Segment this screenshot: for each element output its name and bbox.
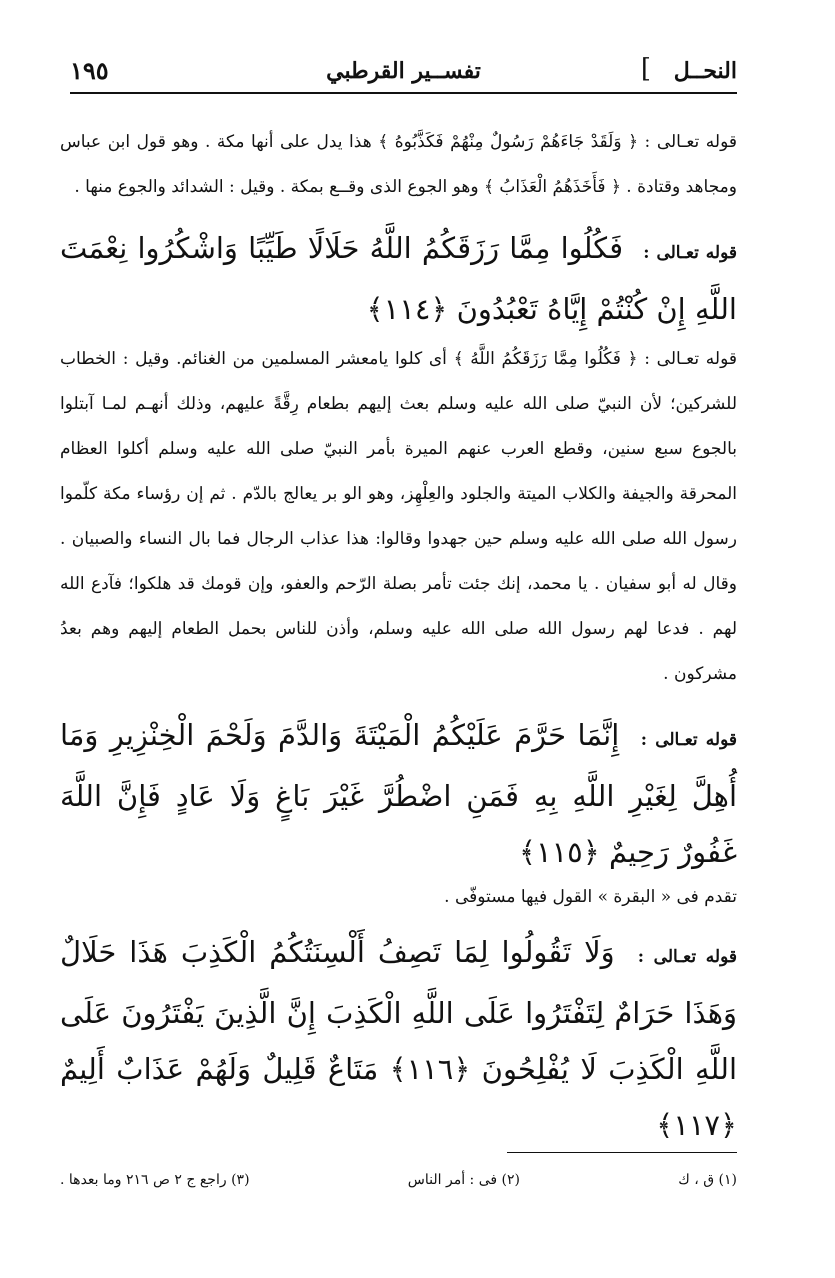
commentary-note: تقدم فى « البقرة » القول فيها مستوفّى . [444,887,737,907]
footnote-divider [507,1152,737,1153]
footnote-1: (١) ق ، ك [678,1172,737,1188]
page-number: ١٩٥ [70,56,109,85]
commentary-paragraph-2: قوله تعـالى : ﴿ فَكُلُوا مِمَّا رَزَقَكُمُ اللَّهُ ﴾ أى كلوا يامعشر المسلمين من الغنائم. وقيل : الخطاب للشركين؛ لأن النبيّ صلى الله عليه وسلم بعث إليهم بطعام رِقَّةً عليهم، وذلك أنهـم لمـا آبتلوا بالجوع سبع سنين، وقطع العرب عنهم الميرة بأمر النبيّ صلى الله عليه وسلم أكلوا العظام المحرقة والجيفة والكلاب الميتة والجلود والعِلْهِز، وهو الو بر يعالج بالدّم . ثم إن رؤساء مكة كلّموا رسول الله صلى الله عليه وسلم حين جهدوا وقالوا: هذا عذاب الرجال فما بال النساء والصبيان . وقال له أبو سفيان . يا محمد، إنك جئت تأمر بصلة الرّحم والعفو، وإن قومك قد هلكوا؛ فآدع الله لهم . فدعا لهم رسول الله صلى الله عليه وسلم، وأذن للناس بحمل الطعام إليهم وهم بعدُ مشركون . [60,349,737,684]
header-bracket: ] [640,54,651,84]
page-body [60,120,737,1153]
footnotes [60,1172,737,1188]
verse-115 [60,707,737,880]
book-title: تفســير القرطبي [326,58,481,84]
verse-lead: قوله تعـالى : [637,947,738,967]
verse-114 [60,220,737,337]
verse-text: فَكُلُوا مِمَّا رَزَقَكُمُ اللَّهُ حَلَالًا طَيِّبًا وَاشْكُرُوا نِعْمَتَ اللَّهِ إِنْ كُنْتُمْ إِيَّاهُ تَعْبُدُونَ ﴿١١٤﴾ [60,231,737,326]
page-header [70,52,737,94]
commentary-paragraph-1: قوله تعـالى : ﴿ وَلَقَدْ جَاءَهُمْ رَسُولٌ مِنْهُمْ فَكَذَّبُوهُ ﴾ هذا يدل على أنها مكة . وهو قول ابن عباس ومجاهد وقتادة . ﴿ فَأَخَذَهُمُ الْعَذَابُ ﴾ وهو الجوع الذى وقــع بمكة . وقيل : الشدائد والجوع منها . [60,132,737,197]
footnote-2: (٢) فى : أمر الناس [407,1172,520,1188]
verse-lead: قوله تعـالى : [640,730,737,750]
verse-text: وَلَا تَقُولُوا لِمَا تَصِفُ أَلْسِنَتُكُمُ الْكَذِبَ هَذَا حَلَالٌ وَهَذَا حَرَامٌ لِتَفْتَرُوا عَلَى اللَّهِ الْكَذِبَ إِنَّ الَّذِينَ يَفْتَرُونَ عَلَى اللَّهِ الْكَذِبَ لَا يُفْلِحُونَ ﴿١١٦﴾ مَتَاعٌ قَلِيلٌ وَلَهُمْ عَذَابٌ أَلِيمٌ ﴿١١٧﴾ [60,935,737,1142]
surah-name: النحــل [673,58,737,84]
verse-text: إِنَّمَا حَرَّمَ عَلَيْكُمُ الْمَيْتَةَ وَالدَّمَ وَلَحْمَ الْخِنْزِيرِ وَمَا أُهِلَّ لِغَيْرِ اللَّهِ بِهِ فَمَنِ اضْطُرَّ غَيْرَ بَاغٍ وَلَا عَادٍ فَإِنَّ اللَّهَ غَفُورٌ رَحِيمٌ ﴿١١٥﴾ [60,718,737,869]
verse-lead: قوله تعـالى : [643,243,737,263]
verse-116-117 [60,924,737,1153]
footnote-3: (٣) راجع ج ٢ ص ٢١٦ وما بعدها . [60,1172,250,1188]
